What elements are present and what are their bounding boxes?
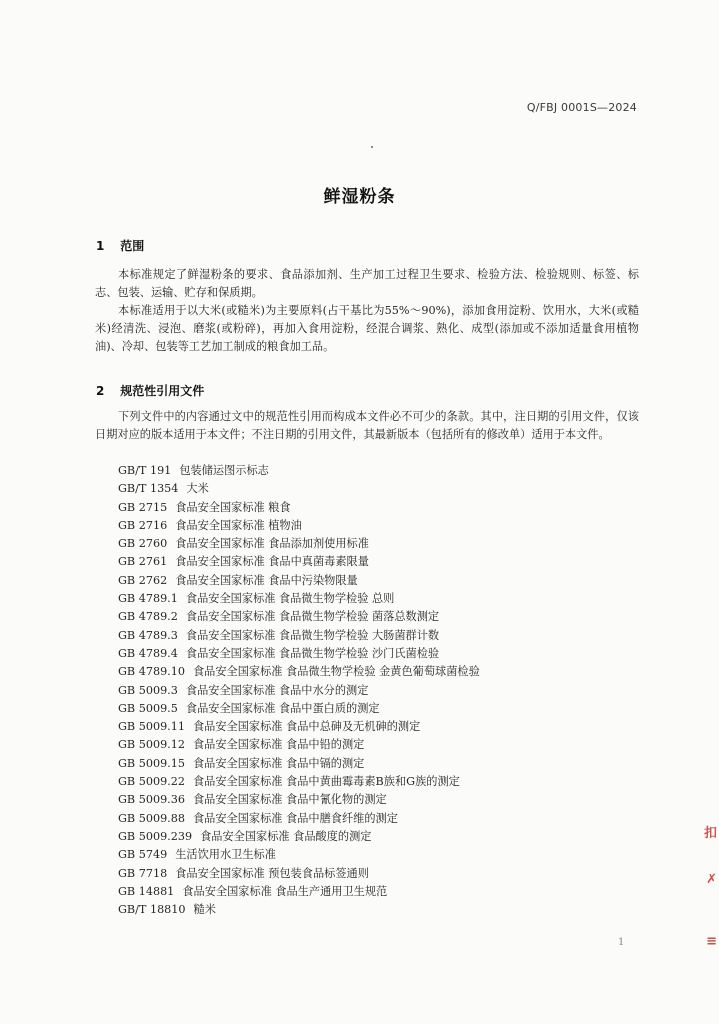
reference-code: GB 5009.239 [118,829,193,843]
reference-item [118,700,480,718]
section-2-heading [96,382,204,399]
reference-item [118,572,480,590]
reference-code: GB/T 191 [118,464,172,477]
scope-paragraph-1: 本标准规定了鲜湿粉条的要求、食品添加剂、生产加工过程卫生要求、检验方法、检验规则、标签、标志、包装、运输、贮存和保质期。 [95,268,639,299]
reference-item [118,480,480,498]
reference-code: GB 5009.3 [118,683,178,697]
section-1-number: 1 [96,239,105,253]
reference-title: 生活饮用水卫生标准 [175,848,276,862]
reference-item [118,645,480,663]
reference-title: 食品安全国家标准 食品中膳食纤维的测定 [192,811,398,825]
reference-item [118,791,480,809]
reference-title: 大米 [186,482,209,496]
reference-item [118,736,480,754]
scan-speck [371,146,373,148]
reference-title: 食品安全国家标准 粮食 [175,500,291,514]
section-1-heading [96,237,144,254]
stamp-fragment-3: ≡ [706,934,717,949]
reference-item [118,462,480,480]
reference-code: GB 5009.5 [118,701,178,715]
reference-code: GB 2760 [118,537,168,551]
stamp-fragment-2: ✗ [706,872,717,887]
section-2-title: 规范性引用文件 [120,384,205,398]
reference-item [118,718,480,736]
reference-item [118,755,480,773]
reference-item [118,682,480,700]
reference-item [118,901,480,919]
reference-code: GB 4789.4 [118,646,178,660]
reference-title: 食品安全国家标准 食品微生物学检验 大肠菌群计数 [185,628,440,642]
reference-code: GB 2715 [118,500,168,514]
reference-code: GB 7718 [118,866,168,880]
scope-paragraph-2: 本标准适用于以大米(或糙米)为主要原料(占干基比为55%～90%)，添加食用淀粉、饮用水，大米(或糙米)经清洗、浸泡、磨浆(或粉碎)，再加入食用淀粉，经混合调浆、熟化、成型(添加或不添加适量食用植物油)、冷却、包装等工艺加工制成的粮食加工品。 [95,304,639,353]
reference-title: 食品安全国家标准 食品酸度的测定 [200,829,372,843]
reference-item [118,517,480,535]
reference-title: 包装储运图示标志 [179,464,269,477]
reference-title: 食品安全国家标准 食品中真菌毒素限量 [175,555,369,569]
reference-item [118,553,480,571]
reference-code: GB 5749 [118,848,168,862]
reference-title: 糙米 [193,903,216,917]
reference-item [118,773,480,791]
reference-item [118,627,480,645]
reference-title: 食品安全国家标准 食品中氰化物的测定 [192,793,387,807]
reference-item [118,810,480,828]
reference-item [118,663,480,681]
reference-title: 食品安全国家标准 预包装食品标签通则 [175,866,369,880]
reference-code: GB 4789.1 [118,592,178,606]
reference-title: 食品安全国家标准 食品生产通用卫生规范 [182,884,388,898]
section-1-title: 范围 [120,239,145,253]
reference-list [118,462,480,919]
reference-title: 食品安全国家标准 食品中污染物限量 [175,573,358,587]
reference-code: GB 2762 [118,573,168,587]
reference-item [118,535,480,553]
reference-code: GB/T 18810 [118,903,186,917]
standard-code: Q/FBJ 0001S—2024 [526,101,637,114]
reference-code: GB 5009.12 [118,738,185,752]
reference-title: 食品安全国家标准 食品中镉的测定 [192,756,365,770]
reference-item [118,883,480,901]
reference-item [118,865,480,883]
reference-code: GB 4789.2 [118,610,178,624]
reference-code: GB 14881 [118,884,175,898]
reference-title: 食品安全国家标准 食品中铅的测定 [192,738,365,752]
reference-code: GB 4789.10 [118,665,185,679]
reference-title: 食品安全国家标准 食品中总砷及无机砷的测定 [192,720,421,734]
reference-item [118,499,480,517]
reference-item [118,608,480,626]
reference-title: 食品安全国家标准 食品微生物学检验 沙门氏菌检验 [185,646,440,660]
reference-code: GB 2761 [118,555,168,569]
document-title: 鲜湿粉条 [323,187,396,207]
reference-code: GB 5009.15 [118,756,185,770]
reference-code: GB 2716 [118,518,168,532]
page-number: 1 [618,937,625,948]
reference-title: 食品安全国家标准 食品中黄曲霉毒素B族和G族的测定 [192,775,460,789]
section-2-number: 2 [96,384,105,398]
reference-title: 食品安全国家标准 植物油 [175,518,302,532]
reference-item [118,590,480,608]
stamp-fragment-1: 扣 [703,826,717,841]
reference-title: 食品安全国家标准 食品微生物学检验 菌落总数测定 [185,610,440,624]
references-intro: 下列文件中的内容通过文中的规范性引用而构成本文件必不可少的条款。其中，注日期的引用文件，仅该日期对应的版本适用于本文件；不注日期的引用文件，其最新版本（包括所有的修改单）适用于本文件。 [95,410,639,441]
reference-title: 食品安全国家标准 食品中水分的测定 [185,683,369,697]
reference-code: GB 5009.22 [118,775,185,789]
reference-item [118,828,480,846]
reference-title: 食品安全国家标准 食品微生物学检验 金黄色葡萄球菌检验 [192,665,480,679]
reference-code: GB 5009.36 [118,793,185,807]
reference-title: 食品安全国家标准 食品中蛋白质的测定 [185,701,380,715]
reference-title: 食品安全国家标准 食品微生物学检验 总则 [185,592,395,606]
reference-code: GB/T 1354 [118,482,179,496]
reference-code: GB 5009.11 [118,720,185,734]
reference-title: 食品安全国家标准 食品添加剂使用标准 [175,537,369,551]
reference-code: GB 4789.3 [118,628,178,642]
reference-code: GB 5009.88 [118,811,185,825]
reference-item [118,846,480,864]
